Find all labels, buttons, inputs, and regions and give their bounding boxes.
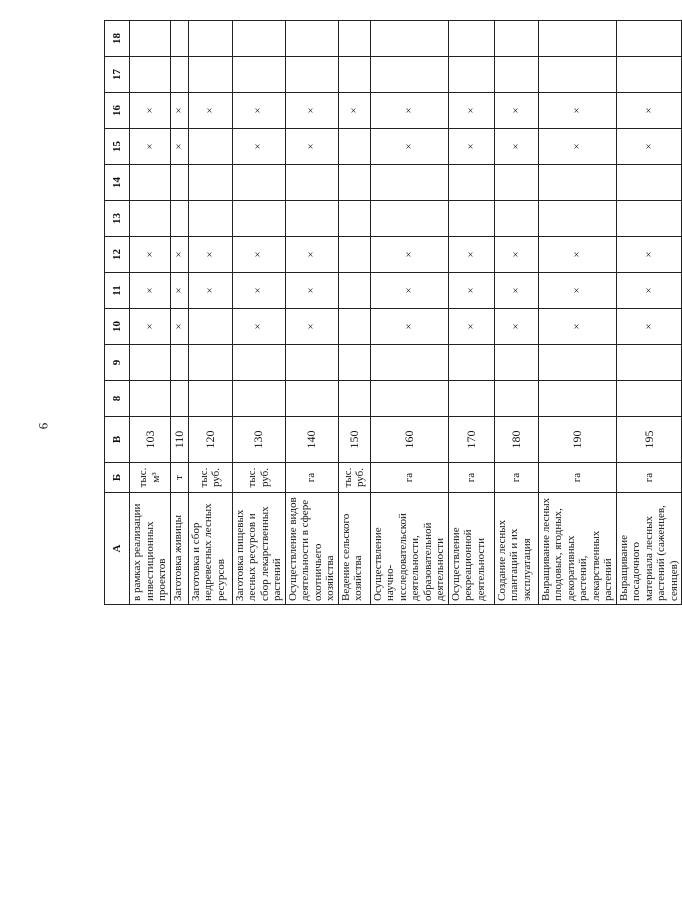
header-cell: 13: [105, 201, 130, 237]
page-number: 6: [35, 422, 51, 430]
value-cell: ×: [130, 273, 171, 309]
value-cell: [285, 345, 338, 381]
value-cell: ×: [494, 237, 538, 273]
value-cell: ×: [170, 273, 188, 309]
value-cell: [170, 21, 188, 57]
value-cell: ×: [494, 93, 538, 129]
value-cell: [232, 381, 285, 417]
code-cell: 195: [616, 417, 682, 463]
table-row: [188, 21, 232, 605]
value-cell: ×: [188, 93, 232, 129]
value-cell: [494, 21, 538, 57]
value-cell: ×: [494, 309, 538, 345]
value-cell: ×: [616, 309, 682, 345]
value-cell: [285, 21, 338, 57]
value-cell: ×: [170, 237, 188, 273]
value-cell: ×: [616, 237, 682, 273]
table-row: [494, 21, 538, 605]
value-cell: [170, 201, 188, 237]
value-cell: [338, 165, 370, 201]
unit-cell: га: [616, 463, 682, 493]
value-cell: [188, 129, 232, 165]
value-cell: [538, 201, 616, 237]
value-cell: ×: [448, 273, 494, 309]
header-cell: 8: [105, 381, 130, 417]
table-row: [170, 21, 188, 605]
row-description: Осуществление научно-исследовательской деятельности, образовательной деятельности: [370, 493, 448, 605]
value-cell: ×: [538, 93, 616, 129]
header-cell: 9: [105, 345, 130, 381]
value-cell: [338, 345, 370, 381]
table-row: [232, 21, 285, 605]
value-cell: [494, 201, 538, 237]
value-cell: [188, 165, 232, 201]
value-cell: [494, 381, 538, 417]
code-cell: 110: [170, 417, 188, 463]
row-description: Ведение сельского хозяйства: [338, 493, 370, 605]
value-cell: ×: [232, 237, 285, 273]
value-cell: [538, 381, 616, 417]
value-cell: ×: [338, 93, 370, 129]
value-cell: [232, 345, 285, 381]
table-row: [448, 21, 494, 605]
value-cell: ×: [285, 273, 338, 309]
value-cell: [338, 309, 370, 345]
value-cell: ×: [130, 309, 171, 345]
value-cell: [616, 381, 682, 417]
value-cell: [188, 21, 232, 57]
unit-cell: га: [494, 463, 538, 493]
value-cell: [130, 21, 171, 57]
row-description: Выращивание лесных плодовых, ягодных, декоративных растений, лекарственных растений: [538, 493, 616, 605]
value-cell: [232, 165, 285, 201]
value-cell: [448, 165, 494, 201]
value-cell: [448, 21, 494, 57]
code-cell: 140: [285, 417, 338, 463]
unit-cell: га: [285, 463, 338, 493]
value-cell: ×: [448, 93, 494, 129]
value-cell: ×: [188, 237, 232, 273]
value-cell: ×: [538, 129, 616, 165]
header-cell: 17: [105, 57, 130, 93]
table-row: [370, 21, 448, 605]
value-cell: [370, 57, 448, 93]
value-cell: ×: [538, 273, 616, 309]
value-cell: [338, 21, 370, 57]
value-cell: ×: [494, 129, 538, 165]
code-cell: 180: [494, 417, 538, 463]
value-cell: [188, 345, 232, 381]
value-cell: [370, 381, 448, 417]
value-cell: [338, 273, 370, 309]
value-cell: ×: [232, 129, 285, 165]
value-cell: [370, 201, 448, 237]
value-cell: [170, 57, 188, 93]
header-cell: 11: [105, 273, 130, 309]
code-cell: 120: [188, 417, 232, 463]
value-cell: ×: [370, 93, 448, 129]
header-cell: 12: [105, 237, 130, 273]
row-description: Заготовка и сбор недревесных лесных ресурсов: [188, 493, 232, 605]
value-cell: [448, 381, 494, 417]
value-cell: [170, 345, 188, 381]
value-cell: ×: [370, 237, 448, 273]
value-cell: [232, 201, 285, 237]
header-cell: В: [105, 417, 130, 463]
value-cell: [448, 201, 494, 237]
value-cell: [188, 201, 232, 237]
value-cell: ×: [188, 273, 232, 309]
code-cell: 160: [370, 417, 448, 463]
value-cell: [188, 381, 232, 417]
header-cell: 10: [105, 309, 130, 345]
row-description: Осуществление видов деятельности в сфере охотничьего хозяйства: [285, 493, 338, 605]
value-cell: [170, 165, 188, 201]
value-cell: [130, 345, 171, 381]
value-cell: [188, 57, 232, 93]
header-cell: 15: [105, 129, 130, 165]
value-cell: [338, 381, 370, 417]
value-cell: [285, 165, 338, 201]
unit-cell: тыс. м³: [130, 463, 171, 493]
value-cell: [494, 165, 538, 201]
value-cell: [170, 381, 188, 417]
value-cell: ×: [370, 273, 448, 309]
value-cell: ×: [170, 129, 188, 165]
unit-cell: га: [448, 463, 494, 493]
value-cell: [616, 21, 682, 57]
unit-cell: га: [538, 463, 616, 493]
value-cell: ×: [448, 129, 494, 165]
unit-cell: тыс. руб.: [188, 463, 232, 493]
value-cell: [538, 345, 616, 381]
table-row: [616, 21, 682, 605]
value-cell: [232, 57, 285, 93]
value-cell: [616, 165, 682, 201]
value-cell: [130, 165, 171, 201]
unit-cell: т: [170, 463, 188, 493]
value-cell: [370, 165, 448, 201]
value-cell: ×: [285, 309, 338, 345]
header-cell: 16: [105, 93, 130, 129]
header-cell: Б: [105, 463, 130, 493]
value-cell: ×: [130, 93, 171, 129]
value-cell: ×: [448, 237, 494, 273]
value-cell: ×: [616, 129, 682, 165]
code-cell: 170: [448, 417, 494, 463]
value-cell: [338, 201, 370, 237]
table-row: [285, 21, 338, 605]
value-cell: [130, 201, 171, 237]
code-cell: 190: [538, 417, 616, 463]
value-cell: [616, 57, 682, 93]
value-cell: ×: [232, 309, 285, 345]
table-row: [338, 21, 370, 605]
code-cell: 150: [338, 417, 370, 463]
code-cell: 130: [232, 417, 285, 463]
table-row: [130, 21, 171, 605]
row-description: Заготовка пищевых лесных ресурсов и сбор лекарственных растений: [232, 493, 285, 605]
value-cell: ×: [616, 93, 682, 129]
value-cell: [538, 165, 616, 201]
value-cell: [338, 129, 370, 165]
value-cell: [130, 381, 171, 417]
value-cell: [188, 309, 232, 345]
value-cell: ×: [130, 237, 171, 273]
header-row: [105, 21, 130, 605]
row-description: Создание лесных плантаций и их эксплуатация: [494, 493, 538, 605]
value-cell: ×: [285, 93, 338, 129]
value-cell: [494, 57, 538, 93]
header-cell: 18: [105, 21, 130, 57]
header-cell: 14: [105, 165, 130, 201]
value-cell: [285, 57, 338, 93]
value-cell: [616, 201, 682, 237]
value-cell: ×: [285, 237, 338, 273]
value-cell: ×: [538, 237, 616, 273]
unit-cell: тыс. руб.: [338, 463, 370, 493]
value-cell: ×: [538, 309, 616, 345]
value-cell: ×: [370, 309, 448, 345]
unit-cell: га: [370, 463, 448, 493]
value-cell: [285, 201, 338, 237]
code-cell: 103: [130, 417, 171, 463]
value-cell: [130, 57, 171, 93]
value-cell: ×: [448, 309, 494, 345]
value-cell: [448, 57, 494, 93]
row-description: в рамках реализации инвестиционных проектов: [130, 493, 171, 605]
value-cell: [285, 381, 338, 417]
table-row: [538, 21, 616, 605]
unit-cell: тыс. руб.: [232, 463, 285, 493]
value-cell: ×: [494, 273, 538, 309]
row-description: Осуществление рекреационной деятельности: [448, 493, 494, 605]
row-description: Выращивание посадочного материала лесных растений (саженцев, сеянцев): [616, 493, 682, 605]
value-cell: ×: [232, 273, 285, 309]
value-cell: [370, 21, 448, 57]
value-cell: [538, 57, 616, 93]
value-cell: ×: [370, 129, 448, 165]
value-cell: ×: [130, 129, 171, 165]
value-cell: ×: [232, 93, 285, 129]
value-cell: [338, 237, 370, 273]
header-cell: А: [105, 493, 130, 605]
value-cell: [370, 345, 448, 381]
value-cell: [448, 345, 494, 381]
data-table: [104, 20, 682, 605]
value-cell: [616, 345, 682, 381]
value-cell: [232, 21, 285, 57]
value-cell: [538, 21, 616, 57]
value-cell: [494, 345, 538, 381]
value-cell: ×: [170, 93, 188, 129]
value-cell: ×: [285, 129, 338, 165]
value-cell: ×: [616, 273, 682, 309]
value-cell: [338, 57, 370, 93]
row-description: Заготовка живицы: [170, 493, 188, 605]
value-cell: ×: [170, 309, 188, 345]
